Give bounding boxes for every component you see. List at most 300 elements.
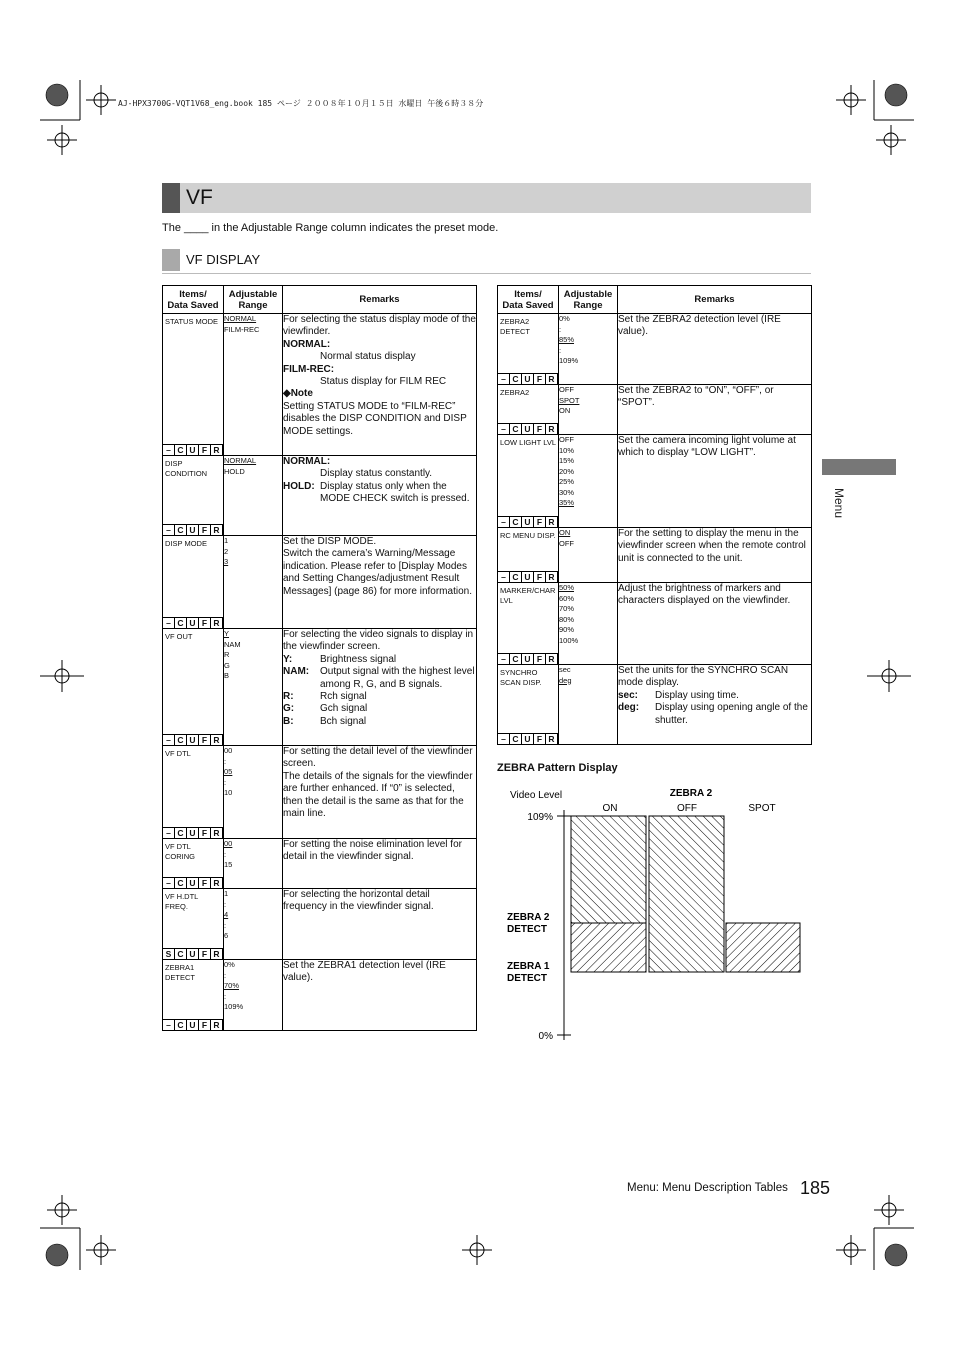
remark-key: HOLD:	[283, 480, 315, 492]
flag-box: –	[498, 423, 510, 434]
range-value: 30%	[559, 487, 575, 497]
range-value: 0%	[224, 960, 235, 969]
crosshair-icon	[876, 125, 906, 155]
remarks-cell	[618, 385, 812, 435]
flag-box: C	[175, 734, 187, 745]
range-value: G	[224, 660, 230, 670]
footer-text: Menu: Menu Description Tables	[627, 1182, 788, 1194]
remark-value: Gch signal	[320, 703, 368, 715]
column-header-items: Items/ Data Saved	[163, 286, 224, 314]
range-value: :	[224, 920, 227, 930]
table-row	[163, 839, 477, 889]
remark-line: ◆Note	[283, 388, 313, 400]
remark-line	[283, 716, 476, 728]
range-value: sec	[559, 665, 571, 674]
range-cell	[559, 583, 618, 665]
remark-line: NORMAL:	[283, 456, 331, 467]
tick-0: 0%	[538, 1031, 553, 1042]
preset-value: Y	[224, 629, 230, 638]
data-saved-flags	[163, 524, 223, 535]
flag-box: C	[510, 373, 522, 384]
zebra-off-bar	[649, 816, 724, 972]
remark-line: FILM-REC:	[283, 363, 335, 375]
range-cell	[559, 385, 618, 435]
remark-key: G:	[283, 703, 295, 715]
zebra-on-lower	[571, 923, 646, 972]
flag-box: –	[163, 827, 175, 838]
item-name: ZEBRA1 DETECT	[165, 963, 195, 982]
preset-value: 70%	[224, 981, 240, 990]
item-name: VF H.DTL FREQ.	[165, 892, 199, 911]
intro-text: The ____ in the Adjustable Range column indicates the preset mode.	[162, 222, 499, 234]
table-row	[163, 629, 477, 746]
preset-value: NORMAL	[224, 456, 257, 465]
item-cell	[163, 889, 224, 960]
flag-box: C	[175, 827, 187, 838]
tick-109: 109%	[527, 812, 553, 823]
item-name: VF DTL	[165, 749, 191, 758]
range-value: B	[224, 671, 230, 680]
range-value: 70%	[559, 604, 575, 613]
column-label-on: ON	[602, 803, 618, 814]
zebra2-detect-label-2: DETECT	[507, 924, 547, 935]
table-row	[498, 314, 812, 385]
item-cell	[498, 435, 559, 528]
range-value: R	[224, 650, 230, 659]
flag-box: R	[546, 373, 558, 384]
range-value: FILM-REC	[224, 324, 260, 334]
range-cell	[224, 314, 283, 456]
table-row	[498, 385, 812, 435]
range-value: 60%	[559, 593, 575, 603]
table-row	[498, 528, 812, 583]
zebra-spot-bar	[726, 923, 800, 972]
item-name: VF DTL CORING	[165, 842, 195, 861]
flag-box: F	[534, 516, 546, 527]
remarks-cell	[618, 314, 812, 385]
range-cell	[559, 314, 618, 385]
item-name: VF OUT	[165, 632, 193, 641]
flag-box: F	[534, 653, 546, 664]
remark-line	[283, 703, 476, 715]
flag-box: R	[211, 524, 223, 535]
crosshair-icon	[867, 660, 911, 692]
flag-box: F	[534, 373, 546, 384]
table-row	[163, 960, 477, 1031]
flag-box: U	[187, 948, 199, 959]
flag-box: –	[163, 444, 175, 455]
range-value: :	[224, 970, 227, 980]
remarks-cell	[618, 665, 812, 745]
table-row	[498, 665, 812, 745]
data-saved-flags	[163, 827, 223, 838]
flag-box: C	[175, 444, 187, 455]
subsection-rule	[162, 273, 811, 274]
remarks-cell	[283, 839, 477, 889]
range-value: 2	[224, 546, 229, 556]
flag-box: C	[510, 653, 522, 664]
flag-box: F	[199, 948, 211, 959]
data-saved-flags	[163, 444, 223, 455]
remark-line: For the setting to display the menu in the viewfinder screen when the remote control unit is connected to the unit.	[618, 528, 806, 564]
data-saved-flags	[498, 571, 558, 582]
range-cell	[224, 746, 283, 839]
range-value: :	[559, 324, 562, 334]
table-row	[163, 314, 477, 456]
range-value: 15%	[559, 456, 575, 465]
remark-line: Set the ZEBRA2 to “ON”, “OFF”, or “SPOT”.	[618, 385, 774, 409]
flag-box: –	[498, 571, 510, 582]
data-saved-flags	[498, 516, 558, 527]
data-saved-flags	[498, 653, 558, 664]
range-value: 1	[224, 536, 229, 545]
column-header-items: Items/ Data Saved	[498, 286, 559, 314]
flag-box: U	[522, 423, 534, 434]
column-header-range: Adjustable Range	[559, 286, 618, 314]
range-cell	[224, 536, 283, 629]
range-cell	[224, 839, 283, 889]
flag-box: R	[546, 733, 558, 744]
flag-box: R	[211, 877, 223, 888]
remark-key: B:	[283, 715, 294, 727]
range-cell	[224, 960, 283, 1031]
remark-line: For selecting the video signals to display in the viewfinder screen.	[283, 629, 474, 653]
remarks-cell	[283, 746, 477, 839]
section-title-accent	[162, 183, 180, 213]
range-value: 10%	[559, 445, 575, 455]
flag-box: R	[211, 948, 223, 959]
item-name: SYNCHRO SCAN DISP.	[500, 668, 542, 687]
remark-line: Adjust the brightness of markers and characters displayed on the viewfinder.	[618, 583, 791, 607]
remarks-cell	[618, 583, 812, 665]
flag-box: –	[163, 524, 175, 535]
remark-value: Display using time.	[655, 689, 739, 701]
item-cell	[163, 960, 224, 1031]
crosshair-icon	[86, 1235, 116, 1265]
remark-key: R:	[283, 691, 294, 703]
page-number: 185	[800, 1178, 831, 1198]
data-saved-flags	[163, 617, 223, 628]
remark-line: For selecting the status display mode of the viewfinder.	[283, 314, 476, 338]
flag-box: U	[187, 734, 199, 745]
remark-line: The details of the signals for the viewfinder are further enhanced. If “0” is selected, then the detail is the same as that for the main line.	[283, 770, 473, 820]
flag-box: C	[510, 423, 522, 434]
section-title: VF	[186, 186, 213, 209]
crosshair-icon	[836, 85, 866, 115]
range-value: ON	[559, 406, 571, 415]
data-saved-flags	[498, 423, 558, 434]
flag-box: R	[211, 734, 223, 745]
remarks-cell	[283, 314, 477, 456]
range-value: NAM	[224, 639, 241, 649]
item-name: RC MENU DISP.	[500, 531, 556, 540]
item-name: DISP MODE	[165, 539, 207, 548]
crosshair-icon	[40, 660, 84, 692]
table-row	[163, 746, 477, 839]
crosshair-icon	[47, 125, 77, 155]
flag-box: U	[522, 653, 534, 664]
remark-key: NAM:	[283, 666, 310, 678]
remarks-cell	[283, 629, 477, 746]
remarks-cell	[283, 889, 477, 960]
flag-box: –	[163, 1019, 175, 1030]
item-cell	[163, 536, 224, 629]
flag-box: F	[199, 877, 211, 888]
item-cell	[498, 528, 559, 583]
flag-box: –	[498, 653, 510, 664]
remark-value: Output signal with the highest level among R, G, and B signals.	[320, 666, 475, 690]
range-cell	[224, 889, 283, 960]
flag-box: C	[510, 516, 522, 527]
flag-box: C	[510, 733, 522, 744]
range-value: 100%	[559, 635, 579, 645]
remark-line	[283, 654, 476, 666]
range-value: :	[559, 345, 562, 355]
item-cell	[498, 583, 559, 665]
flag-box: –	[498, 516, 510, 527]
item-cell	[498, 314, 559, 385]
item-cell	[163, 839, 224, 889]
preset-value: 00	[224, 839, 233, 848]
item-cell	[498, 665, 559, 745]
flag-box: F	[199, 827, 211, 838]
item-name: ZEBRA2	[500, 388, 530, 397]
flag-box: S	[163, 948, 175, 959]
zebra2-group-label: ZEBRA 2	[669, 788, 713, 799]
remark-line	[618, 702, 811, 727]
color-target-icon	[46, 84, 68, 106]
remark-line	[283, 666, 476, 691]
range-value: 109%	[224, 1002, 244, 1011]
remark-value: Rch signal	[320, 691, 367, 703]
preset-value: 85%	[559, 335, 575, 344]
subsection-title: VF DISPLAY	[186, 252, 261, 267]
flag-box: –	[498, 733, 510, 744]
color-target-icon	[46, 1244, 68, 1266]
range-value: OFF	[559, 435, 574, 444]
remark-line: Set the ZEBRA1 detection level (IRE value).	[283, 960, 446, 984]
column-header-range: Adjustable Range	[224, 286, 283, 314]
item-cell	[163, 746, 224, 839]
remark-line: For setting the noise elimination level for detail in the viewfinder signal.	[283, 839, 462, 863]
vf-display-table-left	[162, 285, 477, 1031]
item-name: STATUS MODE	[165, 317, 219, 326]
flag-box: R	[211, 444, 223, 455]
crosshair-icon	[874, 1195, 904, 1225]
flag-box: R	[211, 827, 223, 838]
item-name: MARKER/CHAR LVL	[500, 586, 556, 605]
side-tab-label: Menu	[832, 488, 846, 519]
flag-box: C	[175, 877, 187, 888]
flag-box: –	[498, 373, 510, 384]
book-header-line: AJ-HPX3700G-VQT1V68_eng.book 185 ページ ２００８年１０月１５日 水曜日 午後６時３８分	[118, 99, 484, 108]
remark-value: Bch signal	[320, 715, 367, 727]
data-saved-flags	[498, 733, 558, 744]
crosshair-icon	[86, 85, 116, 115]
item-cell	[163, 314, 224, 456]
flag-box: R	[211, 1019, 223, 1030]
table-row	[163, 536, 477, 629]
range-value: :	[224, 899, 227, 909]
remark-line: For selecting the horizontal detail frequency in the viewfinder signal.	[283, 889, 434, 913]
data-saved-flags	[163, 877, 223, 888]
preset-value: 50%	[559, 583, 575, 592]
column-label-spot: SPOT	[748, 803, 776, 814]
range-cell	[224, 456, 283, 536]
preset-value: deg	[559, 675, 572, 685]
crosshair-icon	[462, 1235, 492, 1265]
flag-box: F	[199, 524, 211, 535]
zebra2-detect-label-1: ZEBRA 2	[507, 912, 550, 923]
range-value: 00	[224, 746, 233, 755]
flag-box: –	[163, 734, 175, 745]
remarks-cell	[283, 456, 477, 536]
range-value: :	[224, 991, 227, 1001]
zebra-diagram-title: ZEBRA Pattern Display	[497, 762, 618, 774]
flag-box: C	[175, 1019, 187, 1030]
data-saved-flags	[163, 1019, 223, 1030]
item-name: DISP CONDITION	[165, 459, 208, 478]
remarks-cell	[283, 536, 477, 629]
item-name: LOW LIGHT LVL	[500, 438, 556, 447]
remark-line: Setting STATUS MODE to “FILM-REC” disables the DISP CONDITION and DISP MODE settings.	[283, 400, 467, 437]
range-value: 6	[224, 931, 229, 940]
zebra1-detect-label-2: DETECT	[507, 973, 547, 984]
remarks-cell	[618, 528, 812, 583]
flag-box: R	[546, 423, 558, 434]
y-axis-label: Video Level	[510, 790, 563, 801]
item-cell	[163, 456, 224, 536]
flag-box: –	[163, 877, 175, 888]
remark-key: sec:	[618, 689, 639, 701]
range-cell	[559, 435, 618, 528]
preset-value: 05	[224, 767, 233, 776]
flag-box: R	[211, 617, 223, 628]
range-value: 1	[224, 889, 229, 898]
data-saved-flags	[498, 373, 558, 384]
column-label-off: OFF	[677, 803, 697, 814]
remark-line: For setting the detail level of the viewfinder screen.	[283, 746, 473, 770]
flag-box: C	[175, 524, 187, 535]
side-tab	[822, 459, 896, 475]
section-title-bar	[162, 183, 811, 213]
crosshair-icon	[47, 1195, 77, 1225]
subsection-accent	[162, 249, 180, 271]
table-row	[163, 456, 477, 536]
remark-line: Switch the camera’s Warning/Message indication. Please refer to [Display Modes and Setting Changes/adjustment Result Messages] (page 86) for more information.	[283, 548, 472, 597]
data-saved-flags	[163, 948, 223, 959]
range-value: 0%	[559, 314, 570, 323]
flag-box: U	[187, 444, 199, 455]
color-target-icon	[885, 1244, 907, 1266]
range-value: :	[224, 849, 227, 859]
flag-box: F	[534, 571, 546, 582]
zebra-on-upper	[571, 816, 646, 923]
flag-box: C	[175, 948, 187, 959]
color-target-icon	[885, 84, 907, 106]
crosshair-icon	[836, 1235, 866, 1265]
flag-box: U	[187, 877, 199, 888]
remark-line: Status display for FILM REC	[320, 376, 447, 388]
flag-box: U	[522, 571, 534, 582]
remark-line	[618, 690, 811, 702]
flag-box: F	[199, 444, 211, 455]
flag-box: F	[199, 617, 211, 628]
flag-box: U	[187, 524, 199, 535]
remarks-cell	[283, 960, 477, 1031]
remarks-cell	[618, 435, 812, 528]
item-name: ZEBRA2 DETECT	[500, 317, 530, 336]
remark-line: Normal status display	[320, 351, 416, 363]
table-row	[498, 583, 812, 665]
flag-box: F	[199, 734, 211, 745]
column-header-remarks: Remarks	[618, 286, 812, 314]
remark-value: Brightness signal	[320, 653, 397, 665]
vf-display-table-right	[497, 285, 812, 745]
data-saved-flags	[163, 734, 223, 745]
remark-line: Set the ZEBRA2 detection level (IRE value).	[618, 314, 781, 338]
preset-value: 4	[224, 910, 229, 919]
table-row	[163, 889, 477, 960]
remark-key: deg:	[618, 702, 640, 714]
flag-box: C	[175, 617, 187, 628]
range-value: 15	[224, 860, 233, 869]
remark-line	[283, 481, 476, 506]
preset-value: 35%	[559, 498, 575, 507]
remark-value: Display using opening angle of the shutter.	[655, 702, 808, 726]
range-value: 20%	[559, 466, 575, 476]
preset-value: 3	[224, 557, 229, 566]
range-value: OFF	[559, 538, 574, 548]
range-cell	[559, 665, 618, 745]
range-value: OFF	[559, 385, 574, 394]
range-value: HOLD	[224, 466, 245, 476]
flag-box: U	[522, 516, 534, 527]
flag-box: U	[522, 373, 534, 384]
zebra-pattern-diagram	[497, 780, 817, 1050]
preset-value: ON	[559, 528, 571, 537]
remark-key: Y:	[283, 653, 293, 665]
flag-box: U	[522, 733, 534, 744]
flag-box: C	[510, 571, 522, 582]
range-cell	[559, 528, 618, 583]
flag-box: R	[546, 571, 558, 582]
flag-box: U	[187, 617, 199, 628]
range-value: 25%	[559, 477, 575, 486]
range-value: :	[224, 756, 227, 766]
column-header-remarks: Remarks	[283, 286, 477, 314]
range-value: 109%	[559, 356, 579, 365]
preset-value: NORMAL	[224, 314, 257, 323]
zebra1-detect-label-1: ZEBRA 1	[507, 961, 550, 972]
flag-box: U	[187, 827, 199, 838]
flag-box: R	[546, 516, 558, 527]
range-value: 80%	[559, 614, 575, 624]
remark-line	[283, 691, 476, 703]
flag-box: U	[187, 1019, 199, 1030]
item-cell	[498, 385, 559, 435]
range-value: 90%	[559, 625, 575, 634]
flag-box: F	[534, 423, 546, 434]
remark-line: NORMAL:	[283, 338, 331, 350]
flag-box: R	[546, 653, 558, 664]
remark-value: Display status only when the MODE CHECK switch is pressed.	[320, 480, 470, 505]
flag-box: F	[534, 733, 546, 744]
remark-line: Set the DISP MODE.	[283, 536, 377, 547]
remark-line: Set the camera incoming light volume at which to display “LOW LIGHT”.	[618, 435, 796, 459]
range-value: :	[224, 777, 227, 787]
item-cell	[163, 629, 224, 746]
